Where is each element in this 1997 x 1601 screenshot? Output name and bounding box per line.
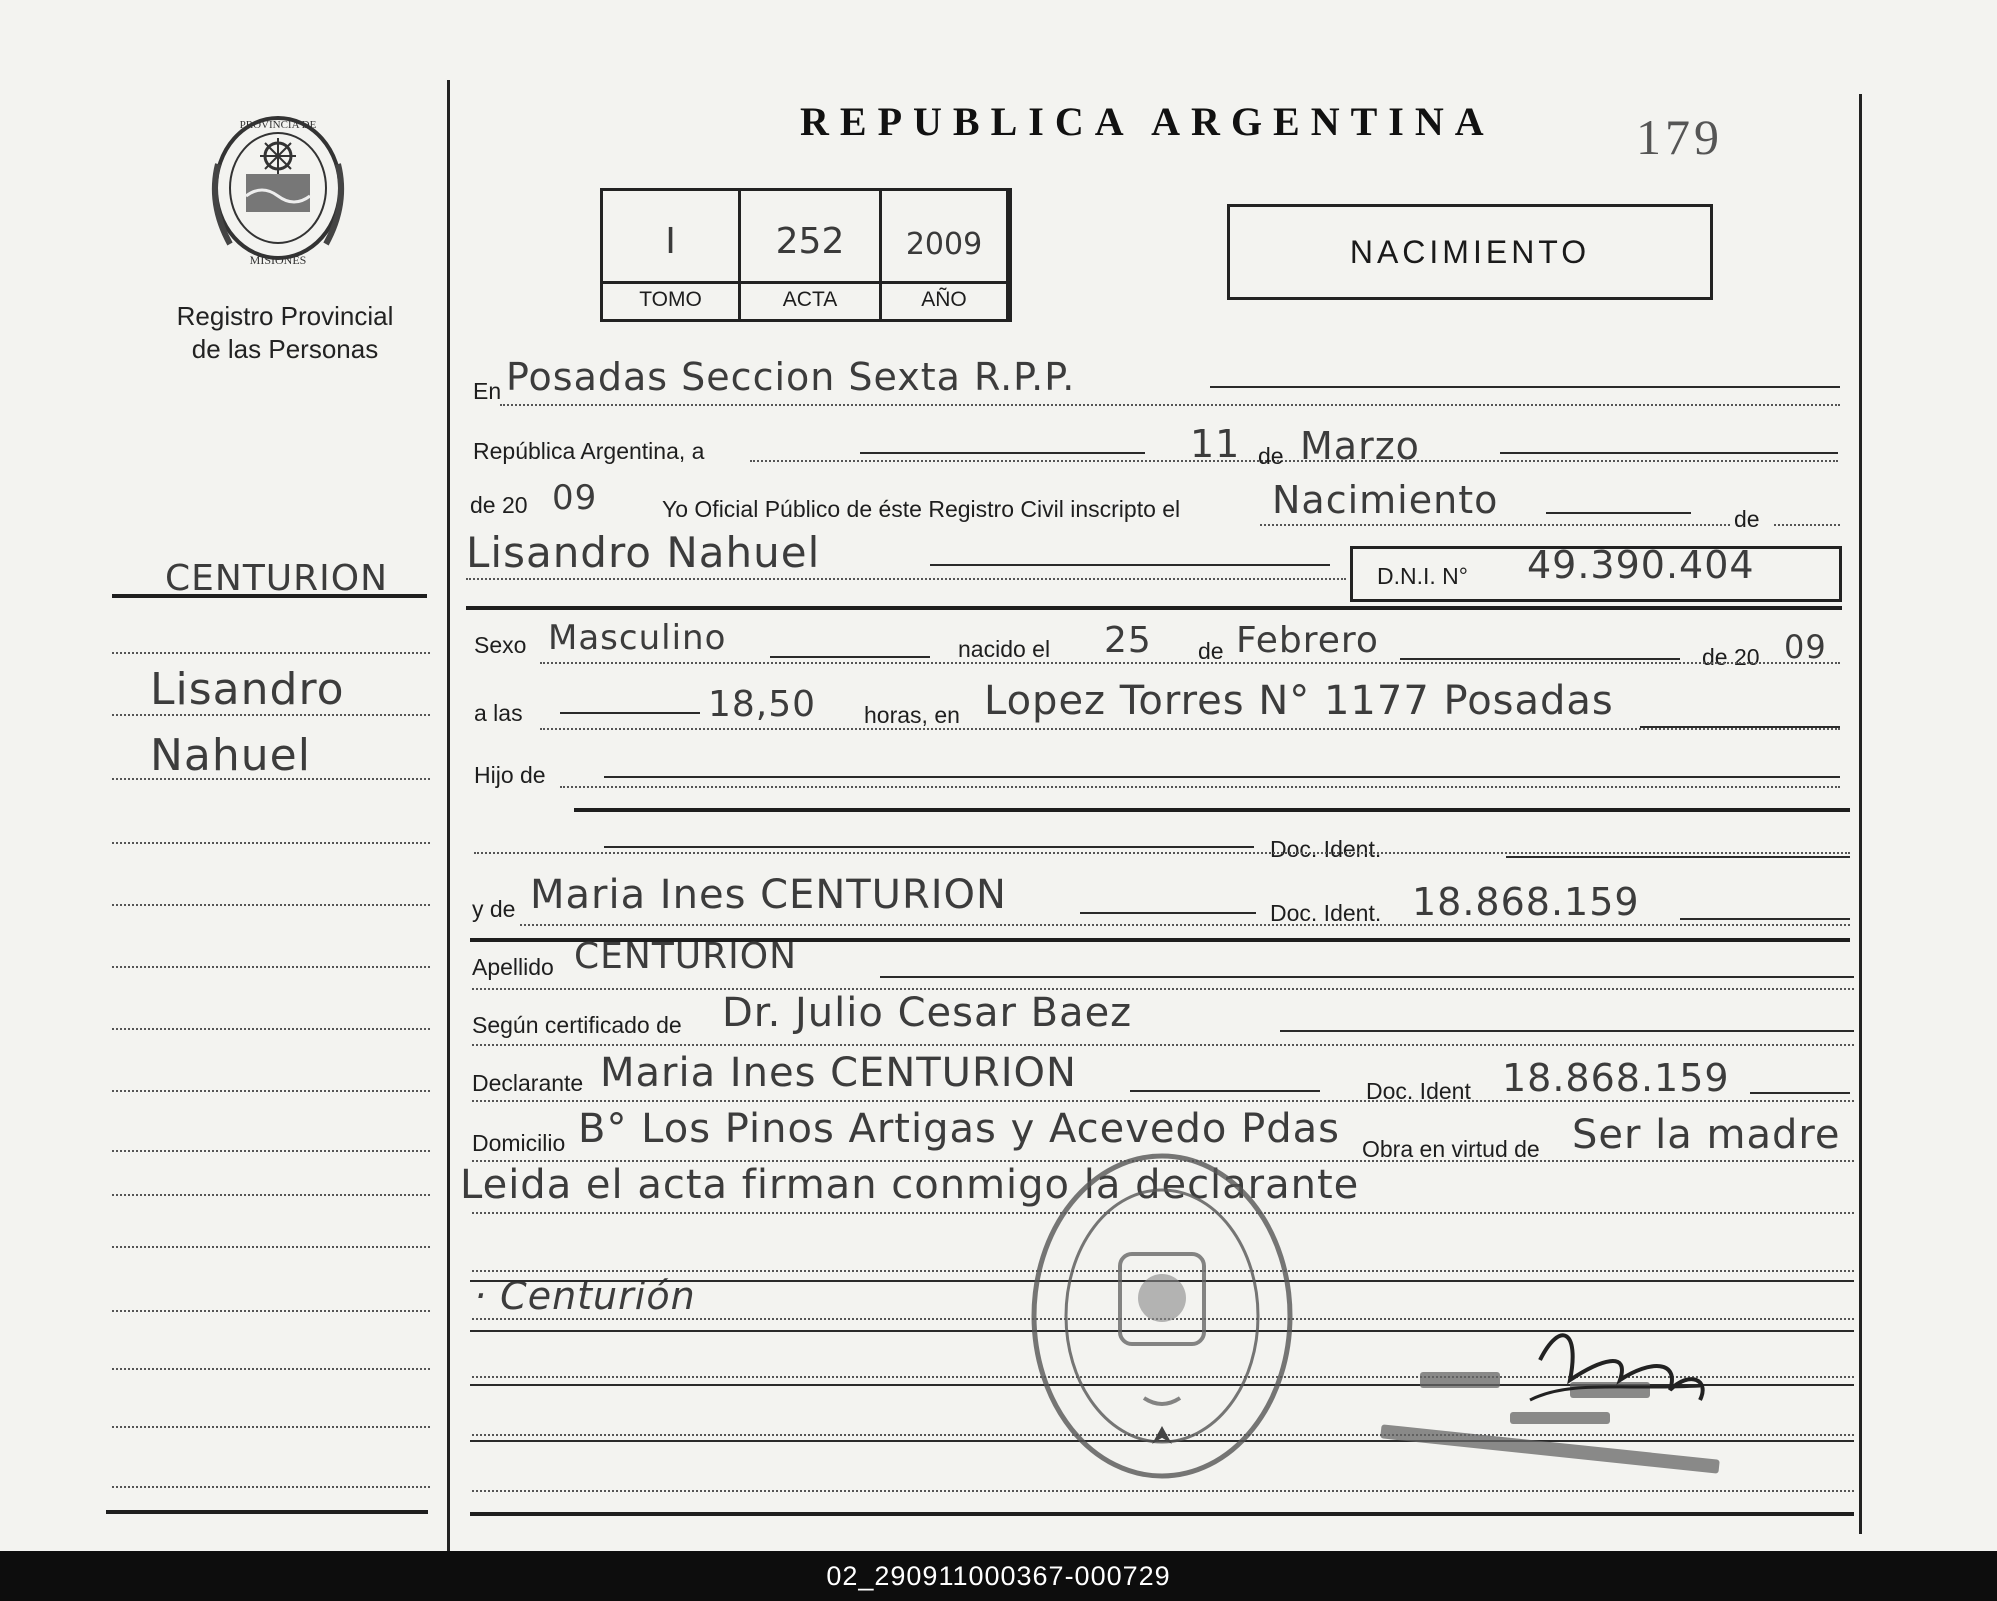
madre-doc: 18.868.159 xyxy=(1412,880,1640,924)
de-label-2: de xyxy=(1734,506,1760,532)
official-seal-stamp xyxy=(1026,1148,1298,1484)
registry-name xyxy=(140,300,430,366)
declarante-label: Declarante xyxy=(472,1070,584,1096)
line xyxy=(500,404,1840,406)
margin-line xyxy=(112,1486,430,1488)
madre-value: Maria Ines CENTURION xyxy=(530,872,1007,918)
margin-given-name-2: Nahuel xyxy=(150,730,311,781)
signer-stamp xyxy=(1370,1320,1750,1510)
line xyxy=(1260,524,1730,526)
year-value: 09 xyxy=(552,478,598,518)
line xyxy=(930,564,1330,566)
page-title: REPUBLICA ARGENTINA xyxy=(800,99,1495,144)
line xyxy=(560,786,1840,788)
margin-line xyxy=(112,1028,430,1030)
line xyxy=(466,578,1346,580)
declarant-signature: · Centurión xyxy=(474,1274,696,1318)
document-id: 02_290911000367-000729 xyxy=(0,1551,1997,1601)
line xyxy=(1546,512,1691,514)
month-value: Marzo xyxy=(1300,424,1420,468)
margin-surname: CENTURION xyxy=(165,558,389,599)
day-value: 11 xyxy=(1190,422,1241,466)
hora-value: 18,50 xyxy=(708,684,817,725)
line xyxy=(604,846,1254,848)
doc-ident-label: Doc. Ident. xyxy=(1270,836,1382,862)
hijo-label: Hijo de xyxy=(474,762,546,788)
line xyxy=(1280,1030,1854,1032)
line xyxy=(540,728,1840,730)
nacido-month: Febrero xyxy=(1236,620,1379,661)
margin-line xyxy=(112,1426,430,1428)
line xyxy=(1130,1090,1320,1092)
child-name-value: Lisandro Nahuel xyxy=(466,528,821,577)
page-number: 179 xyxy=(1636,109,1723,165)
acta-value: 252 xyxy=(775,221,845,262)
apellido-label: Apellido xyxy=(472,954,554,980)
line xyxy=(770,656,930,658)
oficial-label: Yo Oficial Público de éste Registro Civil inscripto el xyxy=(662,496,1181,522)
line xyxy=(1500,452,1838,454)
domicilio-label: Domicilio xyxy=(472,1130,566,1156)
nota-value: Leida el acta firman conmigo la declarante xyxy=(460,1162,1360,1208)
sexo-value: Masculino xyxy=(548,618,727,658)
margin-line xyxy=(112,1246,430,1248)
seal-text-top: PROVINCIA DE xyxy=(239,119,317,131)
en-value: Posadas Seccion Sexta R.P.P. xyxy=(506,355,1076,399)
dni-box xyxy=(1350,543,1842,602)
line xyxy=(474,852,1850,854)
declarante-value: Maria Ines CENTURION xyxy=(600,1050,1077,1096)
seal-text-bottom: MISIONES xyxy=(249,253,307,267)
tomo-value: I xyxy=(665,221,676,262)
declarante-doc: 18.868.159 xyxy=(1502,1056,1730,1100)
nacido-day: 25 xyxy=(1104,620,1152,661)
sexo-label: Sexo xyxy=(474,632,527,658)
line xyxy=(604,776,1840,778)
tomo-label: TOMO xyxy=(639,288,702,311)
nacido-label: nacido el xyxy=(958,636,1051,662)
year-prefix-2: de 20 xyxy=(1702,644,1760,670)
line xyxy=(880,976,1854,978)
line xyxy=(1080,912,1256,914)
margin-line xyxy=(112,1194,430,1196)
margin-line xyxy=(112,904,430,906)
anio-value: 2009 xyxy=(905,227,983,262)
line xyxy=(1750,1092,1850,1094)
inscripto-value: Nacimiento xyxy=(1272,478,1499,522)
section-rule xyxy=(574,808,1850,812)
line xyxy=(540,662,1840,664)
line xyxy=(1506,856,1850,858)
margin-line xyxy=(112,1150,430,1152)
dni-value: 49.390.404 xyxy=(1527,543,1755,587)
bottom-rule xyxy=(470,1512,1854,1516)
line xyxy=(1680,918,1850,920)
a-las-label: a las xyxy=(474,700,523,726)
line xyxy=(472,1100,1854,1102)
line xyxy=(1210,386,1840,388)
domicilio-value: B° Los Pinos Artigas y Acevedo Pdas xyxy=(578,1106,1340,1152)
en-label: En xyxy=(473,378,502,404)
line xyxy=(860,452,1145,454)
margin-line xyxy=(112,1090,430,1092)
doc-ident-label-3: Doc. Ident xyxy=(1366,1078,1471,1104)
line xyxy=(560,712,700,714)
register-box-divider xyxy=(603,281,1009,284)
year-prefix: de 20 xyxy=(470,492,528,518)
frame-right-line xyxy=(1859,94,1862,1534)
y-de-label: y de xyxy=(472,896,516,922)
acta-cell xyxy=(741,191,882,319)
lugar-value: Lopez Torres N° 1177 Posadas xyxy=(984,678,1614,724)
line xyxy=(472,988,1854,990)
line xyxy=(750,460,1838,462)
margin-line xyxy=(112,1368,430,1370)
line xyxy=(472,1044,1854,1046)
line xyxy=(1774,524,1840,526)
margin-line xyxy=(112,778,430,780)
margin-line xyxy=(112,1310,430,1312)
nacido-year: 09 xyxy=(1784,628,1827,666)
frame-left-line xyxy=(447,80,450,1551)
obra-label: Obra en virtud de xyxy=(1362,1136,1540,1162)
certificado-value: Dr. Julio Cesar Baez xyxy=(722,990,1133,1036)
obra-value: Ser la madre xyxy=(1572,1112,1841,1158)
horas-en-label: horas, en xyxy=(864,702,960,728)
certificado-label: Según certificado de xyxy=(472,1012,682,1038)
margin-given-name-1: Lisandro xyxy=(150,664,345,715)
register-box xyxy=(600,188,1012,322)
republica-label: República Argentina, a xyxy=(473,438,705,464)
anio-label: AÑO xyxy=(921,288,967,311)
acta-label: ACTA xyxy=(782,288,838,311)
margin-bottom-rule xyxy=(106,1510,428,1514)
margin-line xyxy=(112,966,430,968)
registry-name-line2: de las Personas xyxy=(191,334,379,364)
margin-line xyxy=(112,652,430,654)
apellido-value: CENTURION xyxy=(574,936,798,977)
tomo-cell xyxy=(603,191,741,319)
de-label: de xyxy=(1258,443,1284,469)
de-label-3: de xyxy=(1198,638,1224,664)
section-rule xyxy=(466,606,1842,610)
anio-cell xyxy=(882,191,1009,319)
dni-label: D.N.I. N° xyxy=(1377,563,1468,589)
doc-ident-label-2: Doc. Ident. xyxy=(1270,900,1382,926)
registry-name-line1: Registro Provincial xyxy=(176,301,394,331)
margin-line xyxy=(112,714,430,716)
line xyxy=(1400,658,1680,660)
line xyxy=(520,924,1850,926)
act-type-box: NACIMIENTO xyxy=(1227,204,1713,300)
registry-seal xyxy=(200,104,356,274)
margin-line xyxy=(112,842,430,844)
margin-surname-rule xyxy=(112,594,427,598)
